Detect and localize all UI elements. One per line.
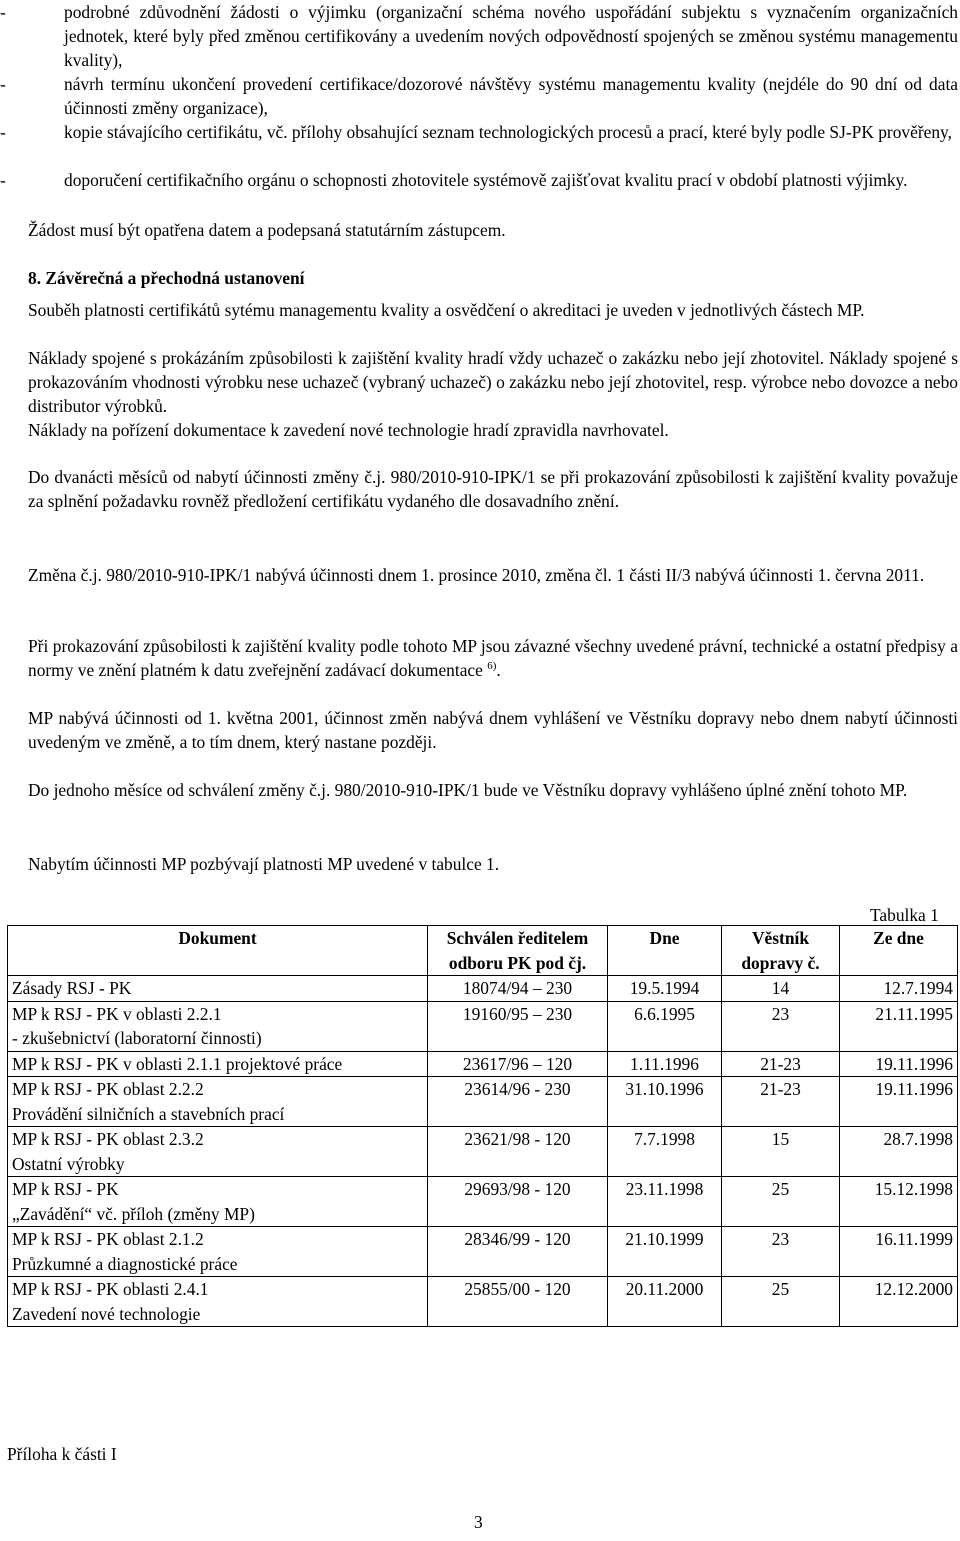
cell-line: 21-23 (760, 1053, 801, 1074)
cell-document (8, 1277, 428, 1327)
cell-line: Zavedení nové technologie (12, 1303, 201, 1324)
cell-from-date (840, 1277, 958, 1327)
cell-document (8, 1127, 428, 1177)
cell-line: 12.7.1994 (883, 978, 953, 998)
cell-date (608, 1077, 722, 1127)
table-row (8, 1177, 958, 1227)
paragraph: Nabytím účinnosti MP pozbývají platnosti MP uvedené v tabulce 1. (28, 854, 500, 874)
cell-document (8, 1227, 428, 1277)
table-row (8, 1001, 958, 1051)
cell-line: 23.11.1998 (625, 1179, 704, 1199)
list-item-text: doporučení certifikačního orgánu o schopnosti zhotovitele systémově zajišťovat kvalitu prací v období platnosti výjimky. (64, 170, 908, 190)
cell-line: MP k RSJ - PK oblasti 2.4.1 (12, 1279, 209, 1299)
cell-line: 15.12.1998 (874, 1179, 953, 1199)
cell-line: 21.11.1995 (875, 1003, 953, 1024)
paragraph: Souběh platnosti certifikátů sytému managementu kvality a osvědčení o akreditaci je uveden v jednotlivých částech MP. (28, 300, 865, 320)
cell-line: 6.6.1995 (634, 1003, 695, 1024)
documents-table (7, 925, 958, 1327)
cell-line: 12.12.2000 (874, 1279, 953, 1299)
cell-line: 20.11.2000 (625, 1279, 704, 1299)
list-item (0, 168, 958, 192)
cell-line: Ostatní výrobky (12, 1153, 125, 1174)
cell-line: 28346/99 - 120 (464, 1229, 571, 1249)
table-caption: Tabulka 1 (870, 905, 939, 925)
cell-line: MP k RSJ - PK oblast 2.2.2 (12, 1079, 204, 1099)
cell-bulletin (722, 1227, 840, 1277)
cell-line: 31.10.1996 (625, 1079, 704, 1099)
table-row (8, 1127, 958, 1177)
paragraph: Náklady na pořízení dokumentace k zavedení nové technologie hradí zpravidla navrhovatel. (28, 420, 669, 440)
list-item-text: kopie stávajícího certifikátu, vč. přílohy obsahující seznam technologických procesů a prací, které byly podle SJ-PK prověřeny, (64, 122, 952, 142)
cell-date (608, 1051, 722, 1077)
cell-from-date (840, 976, 958, 1002)
footnote-reference: 6) (487, 660, 497, 673)
column-header-bulletin: Věstník dopravy č. (722, 926, 840, 976)
list-item (0, 120, 958, 144)
cell-bulletin (722, 1077, 840, 1127)
paragraph: Změna č.j. 980/2010-910-IPK/1 nabývá účinnosti dnem 1. prosince 2010, změna čl. 1 části II/3 nabývá účinnosti 1. června 2011. (28, 565, 925, 585)
cell-line: 19.11.1996 (875, 1053, 953, 1074)
cell-line: - zkušebnictví (laboratorní činnosti) (12, 1028, 262, 1048)
paragraph: Do dvanácti měsíců od nabytí účinnosti změny č.j. 980/2010-910-IPK/1 se při prokazování způsobilosti k zajištění kvality považuje za splnění požadavku rovněž předložení certifikátu vydaného dle dosavadního znění. (28, 467, 958, 511)
table-row (8, 1277, 958, 1327)
cell-line: 25 (771, 1279, 790, 1299)
cell-approval-ref (428, 1051, 608, 1077)
cell-line: 7.7.1998 (634, 1129, 695, 1149)
table-header-row (8, 926, 958, 976)
cell-line: MP k RSJ - PK (12, 1179, 119, 1199)
column-header-from-date: Ze dne (840, 926, 958, 976)
cell-approval-ref (428, 1077, 608, 1127)
page-number: 3 (474, 1512, 483, 1532)
paragraph: Do jednoho měsíce od schválení změny č.j. 980/2010-910-IPK/1 bude ve Věstníku dopravy vyhlášeno úplné znění tohoto MP. (28, 780, 908, 800)
cell-line: 19160/95 – 230 (462, 1003, 573, 1024)
cell-line: 23621/98 - 120 (464, 1129, 571, 1149)
cell-bulletin (722, 1277, 840, 1327)
cell-date (608, 1227, 722, 1277)
cell-approval-ref (428, 1177, 608, 1227)
cell-date (608, 1127, 722, 1177)
cell-line: MP k RSJ - PK oblast 2.1.2 (12, 1229, 204, 1249)
cell-from-date (840, 1001, 958, 1051)
cell-line: 21.10.1999 (625, 1229, 704, 1249)
cell-line: 15 (771, 1129, 790, 1149)
cell-approval-ref (428, 976, 608, 1002)
cell-approval-ref (428, 1277, 608, 1327)
cell-from-date (840, 1127, 958, 1177)
cell-document (8, 1077, 428, 1127)
cell-line: „Zavádění“ vč. příloh (změny MP) (12, 1203, 255, 1224)
list-item (0, 72, 958, 120)
cell-bulletin (722, 1051, 840, 1077)
paragraph-text: Při prokazování způsobilosti k zajištění kvality podle tohoto MP jsou závazné všechny uvedené právní, technické a ostatní předpisy a normy ve znění platném k datu zveřejnění zadávací dokumentace (28, 636, 958, 680)
cell-from-date (840, 1077, 958, 1127)
section-heading: 8. Závěrečná a přechodná ustanovení (28, 268, 305, 288)
column-header-approved: Schválen ředitelem odboru PK pod čj. (428, 926, 608, 976)
list-dash: - (0, 122, 6, 142)
list-dash: - (0, 2, 6, 22)
cell-approval-ref (428, 1001, 608, 1051)
cell-line: Průzkumné a diagnostické práce (12, 1253, 238, 1274)
list-dash: - (0, 170, 6, 190)
cell-line: 29693/98 - 120 (464, 1179, 571, 1199)
list-item-text: podrobné zdůvodnění žádosti o výjimku (organizační schéma nového uspořádání subjektu s vyznačením organizačních jednotek, které byly před změnou certifikovány a uvedením nových odpovědností spojených se změnou systému managementu kvality), (64, 2, 958, 70)
cell-line: 19.5.1994 (629, 978, 700, 998)
cell-line: 23614/96 - 230 (464, 1079, 571, 1099)
paragraph: Náklady spojené s prokázáním způsobilosti k zajištění kvality hradí vždy uchazeč o zakázku nebo její zhotovitel. Náklady spojené s prokazováním vhodnosti výrobku nese uchazeč (vybraný uchazeč) o zakázku nebo její zhotovitel, resp. výrobce nebo dovozce a nebo distributor výrobků. (28, 348, 958, 416)
cell-line: 16.11.1999 (875, 1229, 953, 1249)
column-header-date: Dne (608, 926, 722, 976)
cell-bulletin (722, 1001, 840, 1051)
cell-line: MP k RSJ - PK oblast 2.3.2 (12, 1129, 204, 1149)
paragraph: MP nabývá účinnosti od 1. května 2001, účinnost změn nabývá dnem vyhlášení ve Věstníku dopravy nebo dnem nabytí účinnosti uvedeným ve změně, a to tím dnem, který nastane později. (28, 708, 958, 752)
cell-line: 23 (771, 1229, 790, 1249)
cell-line: Provádění silničních a stavebních prací (12, 1103, 285, 1124)
cell-document (8, 976, 428, 1002)
paragraph (28, 634, 958, 682)
list-item (0, 0, 958, 72)
request-note: Žádost musí být opatřena datem a podepsaná statutárním zástupcem. (28, 220, 506, 240)
cell-line: 25855/00 - 120 (464, 1279, 571, 1299)
appendix-label: Příloha k části I (7, 1444, 117, 1464)
list-dash: - (0, 74, 6, 94)
cell-approval-ref (428, 1227, 608, 1277)
table-row (8, 1227, 958, 1277)
cell-date (608, 1001, 722, 1051)
cell-line: 19.11.1996 (875, 1079, 953, 1099)
list-item-text: návrh termínu ukončení provedení certifikace/dozorové návštěvy systému managementu kvality (nejdéle do 90 dní od data účinnosti změny organizace), (64, 74, 958, 118)
cell-date (608, 1177, 722, 1227)
cell-document (8, 1001, 428, 1051)
cell-from-date (840, 1227, 958, 1277)
cell-bulletin (722, 976, 840, 1002)
cell-date (608, 1277, 722, 1327)
cell-date (608, 976, 722, 1002)
cell-line: 14 (771, 978, 790, 998)
cell-line: 21-23 (760, 1079, 801, 1099)
cell-line: MP k RSJ - PK v oblasti 2.1.1 projektové práce (12, 1053, 343, 1074)
cell-from-date (840, 1177, 958, 1227)
table-row (8, 976, 958, 1002)
cell-bulletin (722, 1127, 840, 1177)
cell-line: 1.11.1996 (630, 1053, 699, 1074)
cell-line: Zásady RSJ - PK (12, 978, 132, 998)
cell-line: MP k RSJ - PK v oblasti 2.2.1 (12, 1003, 222, 1024)
cell-line: 25 (771, 1179, 790, 1199)
cell-document (8, 1051, 428, 1077)
cell-from-date (840, 1051, 958, 1077)
cell-line: 18074/94 – 230 (462, 978, 573, 998)
cell-bulletin (722, 1177, 840, 1227)
paragraph-end: . (496, 660, 501, 680)
column-header-document: Dokument (8, 926, 428, 976)
cell-line: 23617/96 – 120 (462, 1053, 573, 1074)
table-row (8, 1051, 958, 1077)
table-row (8, 1077, 958, 1127)
cell-line: 23 (771, 1003, 790, 1024)
cell-approval-ref (428, 1127, 608, 1177)
cell-document (8, 1177, 428, 1227)
cell-line: 28.7.1998 (883, 1129, 953, 1149)
